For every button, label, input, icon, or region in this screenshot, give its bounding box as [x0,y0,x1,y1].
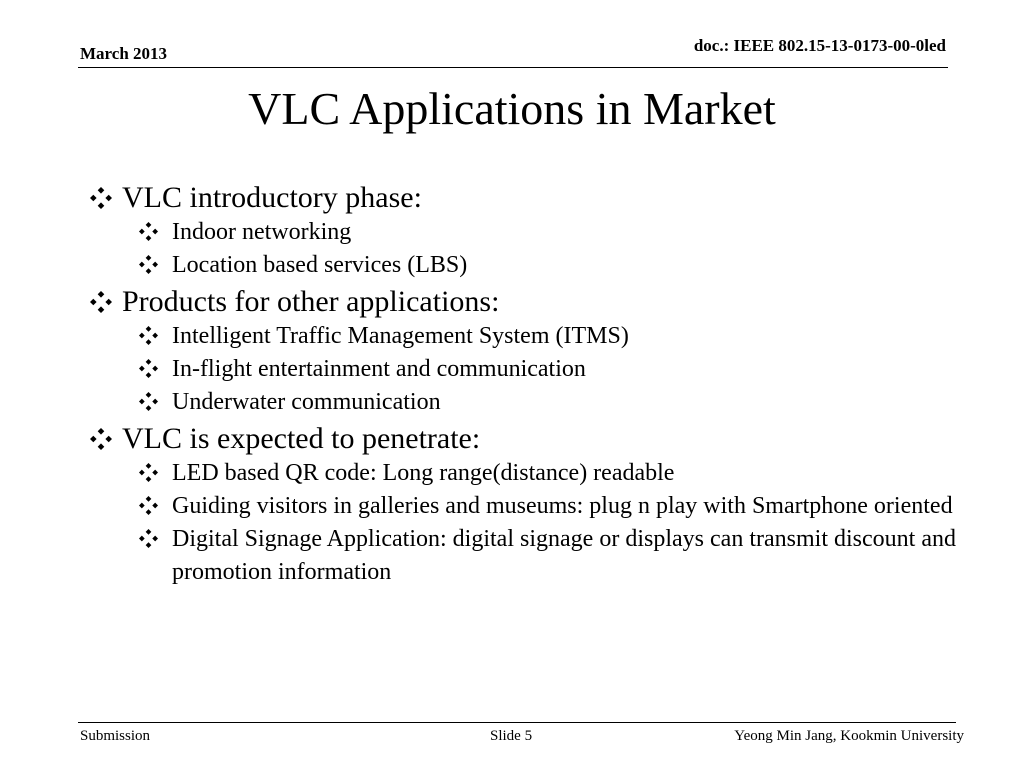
sub-bullet-text: Indoor networking [172,219,352,245]
sub-bullet-item [139,490,956,523]
slide-title: VLC Applications in Market [248,83,776,134]
sub-bullet-text: Guiding visitors in galleries and museums: plug n play with Smartphone oriented [172,493,953,519]
footer-rule [78,722,956,723]
sub-bullet-text: Intelligent Traffic Management System (ITMS) [172,323,629,349]
bullet-text: VLC is expected to penetrate: [122,422,481,455]
bullet-text: Products for other applications: [122,285,500,318]
sub-bullet-item [139,216,956,249]
sub-bullet-text: LED based QR code: Long range(distance) readable [172,460,675,486]
sub-bullet-item [139,386,956,419]
header-date: March 2013 [80,44,168,63]
sub-bullet-text: In-flight entertainment and communication [172,356,586,382]
sub-bullet-text: Digital Signage Application: digital signage or displays can transmit discount and promotion information [172,526,956,585]
header-doc-id: doc.: IEEE 802.15-13-0173-00-0led [693,36,946,55]
header-rule [78,67,948,68]
diamond-bullet-icon [139,523,172,548]
diamond-bullet-icon [139,353,172,378]
diamond-bullet-icon [90,421,122,450]
diamond-bullet-icon [139,320,172,345]
diamond-bullet-icon [90,284,122,313]
diamond-bullet-icon [90,180,122,209]
diamond-bullet-icon [139,490,172,515]
sub-bullet-item [139,523,956,589]
bullet-text: VLC introductory phase: [122,181,422,214]
sub-bullet-item [139,353,956,386]
footer-submission: Submission [80,728,151,744]
slide-content [90,178,956,589]
bullet-item [90,284,956,320]
sub-bullet-text: Underwater communication [172,389,441,415]
diamond-bullet-icon [139,249,172,274]
diamond-bullet-icon [139,457,172,482]
sub-bullet-item [139,320,956,353]
bullet-item [90,180,956,216]
footer-slide-number: Slide 5 [490,728,533,744]
diamond-bullet-icon [139,216,172,241]
sub-bullet-text: Location based services (LBS) [172,252,468,278]
sub-bullet-item [139,249,956,282]
sub-bullet-item [139,457,956,490]
bullet-item [90,421,956,457]
footer-author: Yeong Min Jang, Kookmin University [734,728,964,744]
diamond-bullet-icon [139,386,172,411]
